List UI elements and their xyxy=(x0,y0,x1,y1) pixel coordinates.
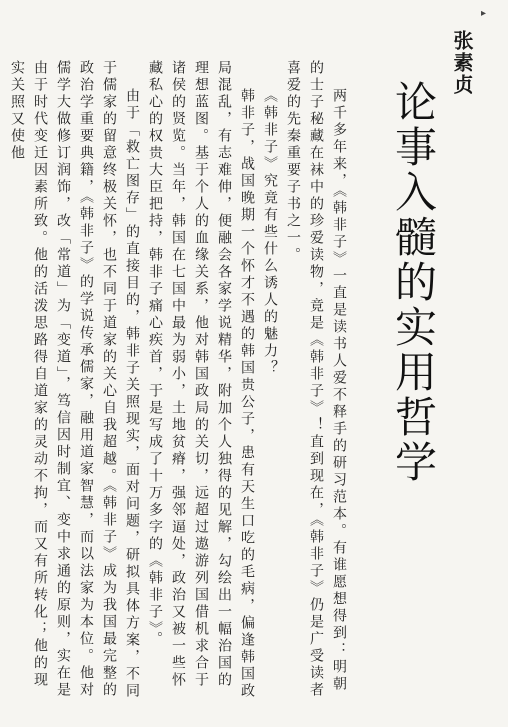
author-name: 张素贞 xyxy=(450,30,474,96)
paragraph: 由于「救亡图存」的直接目的，韩非子关照现实，面对问题，研拟具体方案，不同于儒家的留意终极关怀，也不同于道家的关心自我超越。《韩非子》成为我国最完整的政治学重要典籍，《韩非子》的学说传承儒家，融用道家智慧，而以法家为本位。他对儒学大做修订润饰，改「常道」为「变道」，笃信因时制宜、变中求通的原则，实在是由于时代变迁因素所致。他的活泼思路得自道家的灵动不拘，而又有所转化；他的现实关照又使他 xyxy=(9,60,140,700)
paragraph: 《韩非子》究竟有些什么诱人的魅力？ xyxy=(262,88,278,377)
article-title: 论事入髓的实用哲学 xyxy=(389,80,438,485)
paragraph: 韩非子，战国晚期一个怀才不遇的韩国贵公子，患有天生口吃的毛病，偏逢韩国政局混乱，有志难伸，便融会各家学说精华，附加个人独得的见解，勾绘出一幅治国的理想蓝图。基于个人的血缘关系，他对韩国政局的关切，远超过遨游列国借机求合于诸侯的贤览。当年，韩国在七国中最为弱小，土地贫瘠，强邻逼处，政治又被一些怀藏私心的权贵大臣把持，韩非子痛心疾首，于是写成了十万多字的《韩非子》。 xyxy=(147,60,255,700)
paragraph: 两千多年来，《韩非子》一直是读书人爱不释手的研习范本。有谁愿想得到：明朝的士子秘藏在袜中的珍爱读物，竟是《韩非子》！直到现在，《韩非子》仍是广受读者喜爱的先秦重要子书之一。 xyxy=(285,60,347,699)
corner-mark: ▸ xyxy=(480,8,486,19)
article-body xyxy=(9,60,350,700)
